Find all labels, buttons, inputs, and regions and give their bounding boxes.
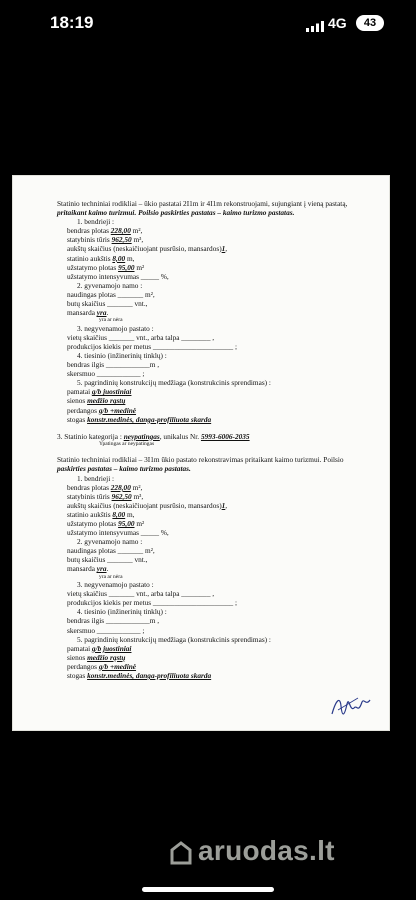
row: užstatymo intensyvumas _____ %,: [67, 528, 169, 538]
row: perdangos g/b +medinė: [67, 661, 137, 671]
clock: 18:19: [50, 13, 94, 32]
row: statybinis tūris 962,50 m³,: [67, 491, 144, 501]
row: bendras ilgis ____________m ,: [67, 616, 160, 626]
section-3: 3. negyvenamojo pastato :: [77, 580, 154, 590]
row: sienos medžio rąstų: [67, 652, 126, 662]
heading-1: Statinio techniniai rodikliai – ūkio pastatai 2I1m ir 4I1m rekonstruojami, sujungiant į vieną pastatą,: [57, 199, 348, 208]
network-label: 4G: [328, 15, 347, 31]
row: sienos medžio rąstų: [67, 396, 126, 406]
row: užstatymo plotas 95,00 m²: [67, 262, 145, 272]
row: užstatymo plotas 95,00 m²: [67, 519, 145, 528]
heading-2b: paskirties pastatas – kaimo turizmo pastatas.: [57, 464, 191, 474]
row: bendras plotas 228,00 m²,: [67, 226, 143, 236]
row: statybinis tūris 962,50 m³,: [67, 235, 144, 245]
row: vietų skaičius _______ vnt., arba talpa ________ ,: [67, 332, 215, 342]
watermark-logo: [182, 829, 392, 883]
row: skersmuo ____________ ;: [67, 625, 145, 635]
section-3: 3. negyvenamojo pastato :: [77, 323, 154, 333]
section-1: 1. bendrieji :: [77, 217, 115, 227]
row: aukštų skaičius (neskaičiuojant pusrūsio, mansardos)1,: [67, 500, 228, 510]
section-5: 5. pagrindinių konstrukcijų medžiaga (konstrukcinis sprendimas) :: [77, 634, 271, 644]
section-4: 4. tiesinio (inžinerinių tinklų) :: [77, 607, 167, 617]
row: aukštų skaičius (neskaičiuojant pusrūsio, mansardos)1,: [67, 244, 228, 254]
row: mansarda yra.: [67, 564, 109, 574]
section-5: 5. pagrindinių konstrukcijų medžiaga (konstrukcinis sprendimas) :: [77, 378, 271, 388]
note: yra ar nėra: [99, 573, 123, 580]
row: produkcijos kiekis per metus ______________________ ;: [67, 341, 238, 351]
row: perdangos g/b +medinė: [67, 405, 137, 415]
row: produkcijos kiekis per metus ______________________ ;: [67, 598, 238, 608]
row: naudingas plotas _______ m²,: [67, 546, 155, 556]
row: stogas konstr.medinės, danga-profiliuota skarda: [67, 671, 212, 680]
row: statinio aukštis 8,00 m,: [67, 509, 135, 519]
row: butų skaičius _______ vnt.,: [67, 555, 148, 565]
row: stogas konstr.medinės, danga-profiliuota skarda: [67, 414, 212, 424]
row: bendras plotas 228,00 m²,: [67, 482, 143, 492]
section-4: 4. tiesinio (inžinerinių tinklų) :: [77, 351, 167, 360]
note: yra ar nėra: [99, 317, 123, 324]
row: skersmuo ____________ ;: [67, 369, 145, 379]
document-text: [57, 199, 387, 680]
section-2: 2. gyvenamojo namo :: [77, 280, 143, 290]
category-row: 3. Statinio kategorija : neypatingas, unikalus Nr. 5993-6006-2035: [57, 431, 250, 441]
row: mansarda yra.: [67, 308, 109, 318]
document-photo: [12, 175, 390, 731]
signal-icon: [306, 19, 324, 37]
section-2: 2. gyvenamojo namo :: [77, 537, 143, 547]
heading-2: Statinio techniniai rodikliai – 3I1m ūkio pastato rekonstravimas pritaikant kaimo turizmui. Poilsio: [57, 455, 344, 465]
status-bar: [0, 0, 416, 48]
signature-icon: [328, 692, 372, 727]
row: pamatai g/b juostiniai: [67, 643, 132, 653]
row: statinio aukštis 8,00 m,: [67, 253, 135, 263]
watermark-text: aruodas.lt: [198, 835, 335, 866]
heading-1b: pritaikant kaimo turizmui. Poilsio paskirties pastatas – kaimo turizmo pastatas.: [57, 208, 295, 218]
note: Ypatingas ar neypatingas: [99, 440, 155, 447]
row: pamatai g/b juostiniai: [67, 387, 132, 397]
row: vietų skaičius _______ vnt., arba talpa ________ ,: [67, 589, 215, 599]
home-indicator[interactable]: [142, 887, 274, 892]
battery-icon: 43: [356, 15, 384, 31]
section-1: 1. bendrieji :: [77, 473, 115, 483]
row: užstatymo intensyvumas _____ %,: [67, 271, 169, 281]
row: butų skaičius _______ vnt.,: [67, 299, 148, 309]
row: bendras ilgis ____________m ,: [67, 360, 160, 370]
row: naudingas plotas _______ m²,: [67, 289, 155, 299]
